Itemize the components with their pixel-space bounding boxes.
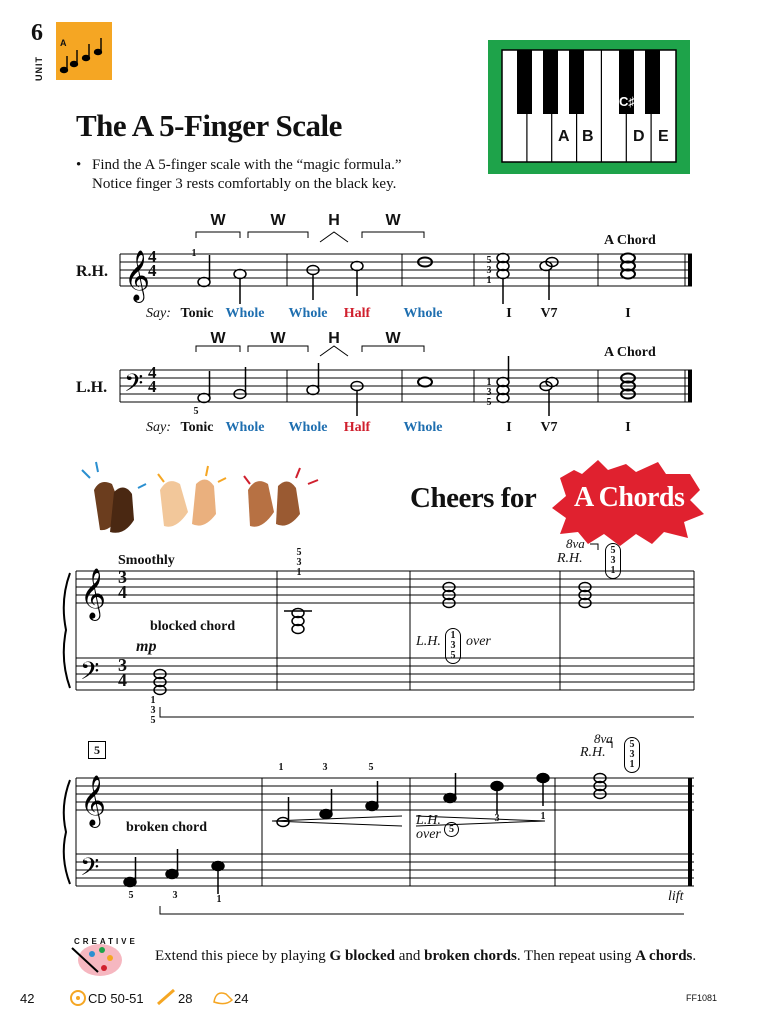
rh-time-sig: 4 4: [148, 247, 157, 280]
lh-say: Say:: [146, 420, 171, 435]
broken-lh-finger-3: 1: [216, 894, 222, 905]
broken-rh-finger-2: 3: [322, 762, 328, 773]
rh-interval-3: H: [328, 212, 340, 229]
pencil-icon: [158, 990, 174, 1004]
lh-finger-start: 5: [193, 406, 199, 417]
lh-interval-4: W: [385, 330, 401, 347]
rh-numeral-3: I: [625, 306, 631, 321]
rh-word-whole-1: Whole: [225, 306, 265, 321]
rh-label: R.H.: [76, 263, 108, 280]
lh-numeral-1: I: [506, 420, 512, 435]
book-ref-1: 28: [178, 991, 193, 1006]
rh-octave-label-2: R.H.: [580, 745, 606, 760]
broken-chord-label: broken chord: [126, 820, 208, 835]
rh-interval-4: W: [385, 212, 401, 229]
tempo-marking: Smoothly: [118, 553, 175, 568]
broken-rh-finger-3: 5: [368, 762, 374, 773]
cd-icon: [71, 991, 85, 1005]
rh-octave-label: R.H.: [557, 551, 583, 566]
piece-time-sig-bass: 3 4: [118, 655, 127, 690]
lh-numeral-3: I: [625, 420, 631, 435]
unit-badge-letter: A: [60, 38, 67, 48]
creative-text: Extend this piece by playing G blocked and broken chords. Then repeat using A chords.: [155, 948, 697, 964]
key-label-a: A: [558, 128, 570, 145]
lh-over-word: over: [466, 634, 491, 649]
rh-word-tonic: Tonic: [180, 306, 214, 321]
bass-clef-icon: 𝄢: [80, 853, 100, 888]
broken-rh-finger-1: 1: [278, 762, 284, 773]
cd-tracks: CD 50-51: [88, 991, 144, 1006]
blocked-chord-label: blocked chord: [150, 619, 236, 634]
unit-number: 6: [31, 20, 43, 46]
rh-word-whole-2: Whole: [288, 306, 328, 321]
treble-clef-icon: 𝄞: [124, 250, 151, 301]
lh-over-finger-2: 5: [444, 822, 459, 837]
rh-chord-fingers: 5 3 1: [486, 255, 492, 286]
rh-word-half: Half: [343, 306, 371, 321]
clapping-hands-icon: [82, 462, 318, 533]
staff-rh-scale: [120, 254, 692, 286]
lh-label: L.H.: [76, 379, 108, 396]
rh-finger-start: 1: [191, 248, 197, 259]
treble-clef-icon: 𝄞: [80, 568, 107, 619]
dynamic-mp: mp: [136, 638, 157, 655]
piece-lh-fingers: 1 3 5: [150, 695, 156, 726]
rh-numeral-1: I: [506, 306, 512, 321]
rh-interval-1: W: [210, 212, 226, 229]
rh-octave-fingers-2: 5 3 1: [624, 737, 640, 773]
palette-icon: [72, 944, 122, 976]
lh-word-whole-3: Whole: [403, 420, 443, 435]
key-label-c-sharp: C♯: [619, 94, 635, 109]
unit-word: UNIT: [34, 56, 44, 81]
piece-time-sig-treble: 3 4: [118, 567, 127, 602]
lh-interval-1: W: [210, 330, 226, 347]
measure-number: 5: [88, 741, 106, 759]
rh-numeral-2: V7: [540, 306, 558, 321]
lh-word-half: Half: [343, 420, 371, 435]
lh-interval-2: W: [270, 330, 286, 347]
bullet: •: [76, 157, 82, 173]
key-label-b: B: [582, 128, 594, 145]
lh-word-tonic: Tonic: [180, 420, 214, 435]
rh-word-whole-3: Whole: [403, 306, 443, 321]
key-label-d: D: [633, 128, 645, 145]
instruction-line-2: Notice finger 3 rests comfortably on the black key.: [92, 176, 397, 192]
lh-chord-fingers: 1 3 5: [486, 377, 492, 408]
staff-lh-scale: [120, 370, 692, 402]
lh-word-whole-2: Whole: [288, 420, 328, 435]
octave-mark: 8va: [566, 536, 585, 551]
bass-clef-icon: 𝄢: [80, 657, 100, 692]
lh-over-label: L.H.: [416, 634, 441, 649]
piece-title-prefix: Cheers for: [410, 482, 537, 514]
page-title: The A 5-Finger Scale: [76, 108, 342, 143]
piece-rh-fingers: 5 3 1: [296, 547, 302, 578]
broken-rh2-finger-1: 3: [494, 813, 500, 824]
bass-clef-icon: 𝄢: [124, 369, 144, 404]
book-ref-2: 24: [234, 991, 249, 1006]
catalog-code: FF1081: [686, 993, 718, 1003]
hand-icon: [214, 993, 232, 1004]
lift-mark: lift: [668, 889, 684, 904]
lh-interval-3: H: [328, 330, 340, 347]
lh-chord-label: A Chord: [604, 345, 656, 360]
broken-lh-finger-1: 5: [128, 890, 134, 901]
broken-lh-finger-2: 3: [172, 890, 178, 901]
rh-interval-2: W: [270, 212, 286, 229]
instruction-line-1: Find the A 5-finger scale with the “magic formula.”: [92, 157, 402, 173]
piece-title-burst: A Chords: [574, 482, 685, 513]
creative-label: CREATIVE: [74, 937, 138, 946]
rh-say: Say:: [146, 306, 171, 321]
broken-rh2-finger-2: 1: [540, 811, 546, 822]
lh-time-sig: 4 4: [148, 363, 157, 396]
key-label-e: E: [658, 128, 669, 145]
octave-mark-2: 8va: [594, 731, 613, 746]
treble-clef-icon: 𝄞: [80, 775, 107, 826]
rh-octave-fingers: 5 3 1: [605, 543, 621, 579]
lh-over-fingers: 1 3 5: [445, 628, 461, 664]
lh-word-whole-1: Whole: [225, 420, 265, 435]
lh-numeral-2: V7: [540, 420, 558, 435]
rh-chord-label: A Chord: [604, 233, 656, 248]
lh-over-label-2: L.H. over: [416, 813, 441, 842]
page-number: 42: [20, 991, 35, 1006]
